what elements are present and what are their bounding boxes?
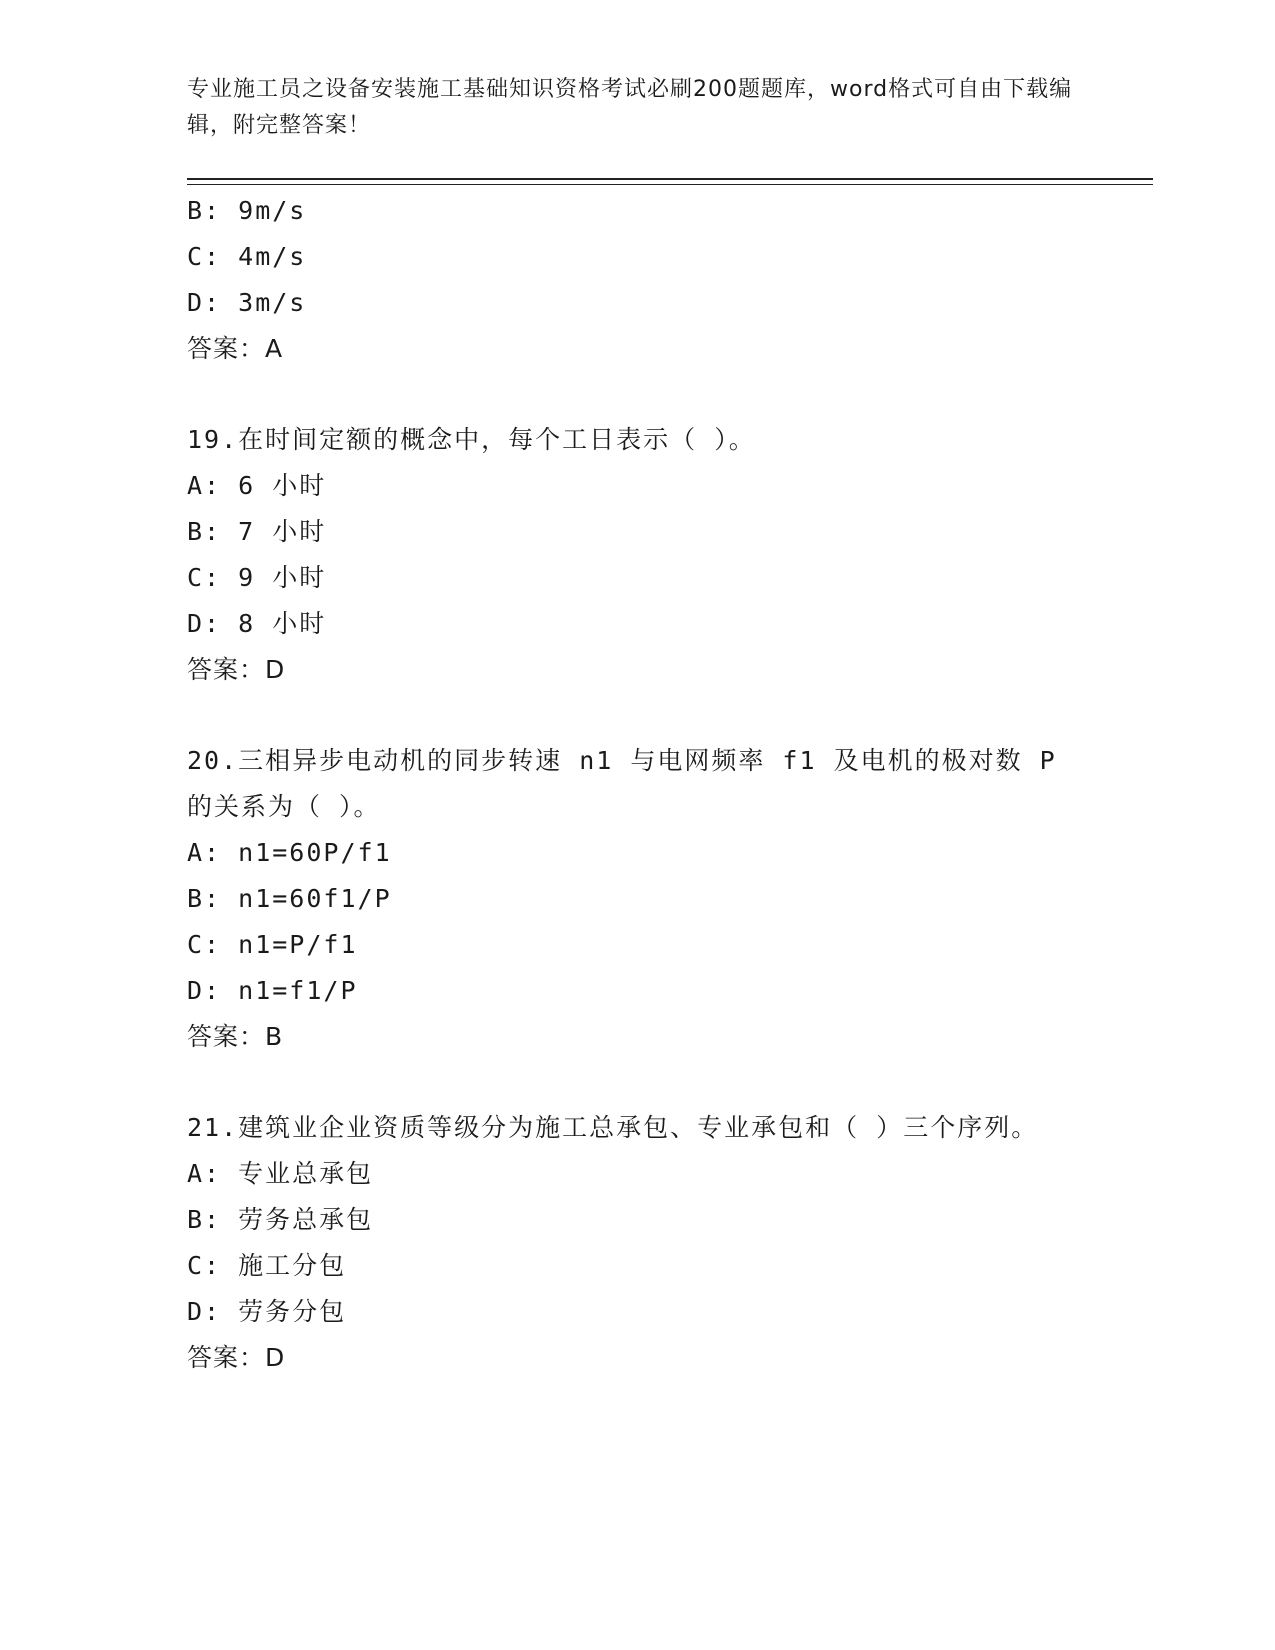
option-c: C: n1=P/f1	[187, 930, 358, 959]
answer-label: 答案：B	[187, 1022, 284, 1051]
option-c: C: 4m/s	[187, 242, 307, 271]
option-b: B: 7 小时	[187, 517, 327, 546]
answer-label: 答案：D	[187, 1343, 286, 1372]
option-d: D: 3m/s	[187, 288, 307, 317]
answer-label: 答案：A	[187, 334, 284, 363]
option-a: A: n1=60P/f1	[187, 838, 392, 867]
option-d: D: 劳务分包	[187, 1297, 347, 1326]
document-header: 专业施工员之设备安装施工基础知识资格考试必刷200题题库，word格式可自由下载编辑，附完整答案！	[187, 77, 1073, 138]
option-a: A: 专业总承包	[187, 1159, 374, 1188]
header-divider-thin	[187, 184, 1153, 185]
question-block-19	[187, 417, 1087, 693]
question-block-21	[187, 1105, 1087, 1381]
question-block-20	[187, 738, 1087, 1060]
option-d: D: 8 小时	[187, 609, 327, 638]
option-b: B: 劳务总承包	[187, 1205, 374, 1234]
question-list	[187, 188, 1087, 1381]
option-c: C: 9 小时	[187, 563, 327, 592]
header-divider-thick	[187, 178, 1153, 180]
option-d: D: n1=f1/P	[187, 976, 358, 1005]
option-c: C: 施工分包	[187, 1251, 347, 1280]
option-a: A: 6 小时	[187, 471, 327, 500]
answer-label: 答案：D	[187, 655, 286, 684]
option-b: B: n1=60f1/P	[187, 884, 392, 913]
question-stem: 21.建筑业企业资质等级分为施工总承包、专业承包和（ ）三个序列。	[187, 1113, 1039, 1142]
question-block-prev	[187, 188, 1087, 372]
option-b: B: 9m/s	[187, 196, 307, 225]
question-stem: 20.三相异步电动机的同步转速 n1 与电网频率 f1 及电机的极对数 P 的关系为（ ）。	[187, 746, 1057, 821]
question-stem: 19.在时间定额的概念中，每个工日表示（ ）。	[187, 425, 756, 454]
